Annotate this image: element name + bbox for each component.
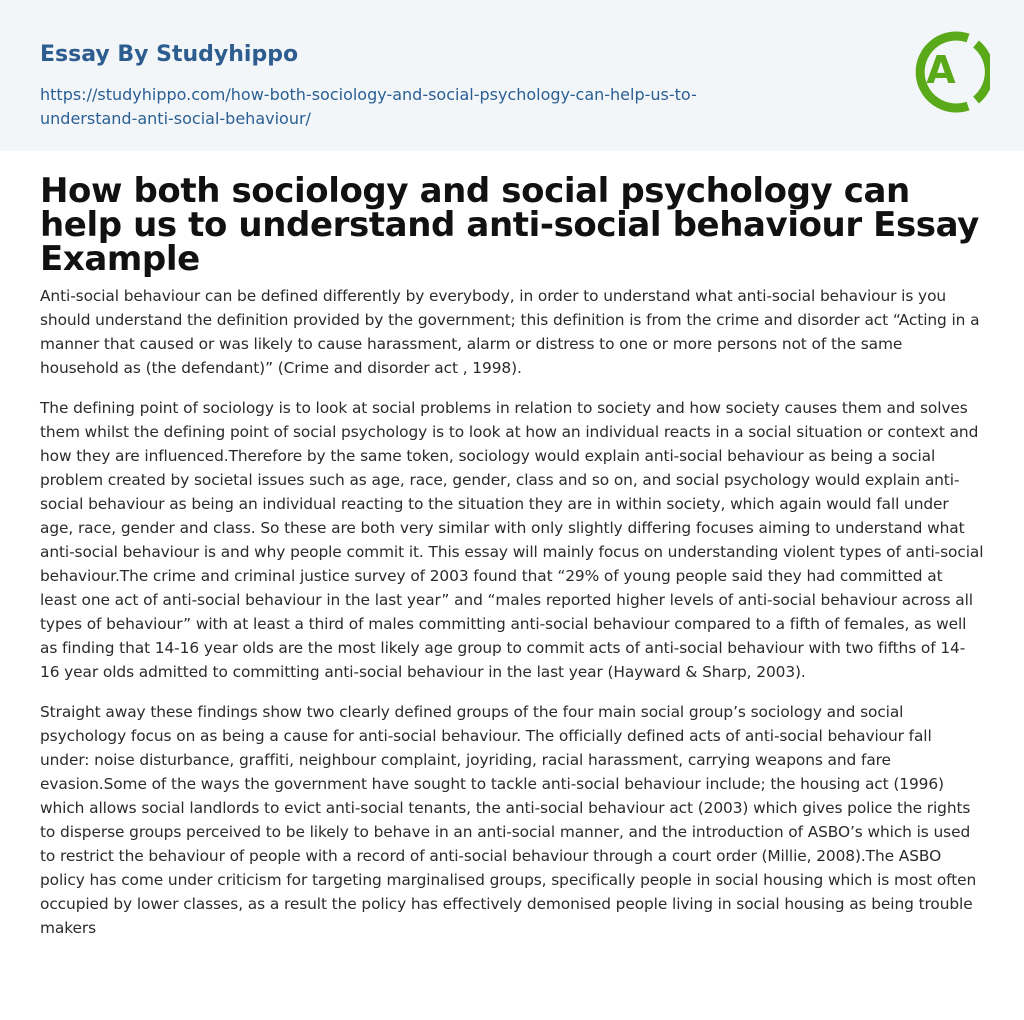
- article-paragraph: Straight away these findings show two clearly defined groups of the four main social group’s sociology and social psychology focus on as being a cause for anti-social behaviour. The officially defined acts of anti-social behaviour fall under: noise disturbance, graffiti, neighbour complaint, joyriding, racial harassment, carrying weapons and fare evasion.Some of the ways the government have sought to tackle anti-social behaviour include; the housing act (1996) which allows social landlords to evict anti-social tenants, the anti-social behaviour act (2003) which gives police the rights to disperse groups perceived to be likely to behave in an anti-social manner, and the introduction of ASBO’s which is used to restrict the behaviour of people with a record of anti-social behaviour through a court order (Millie, 2008).The ASBO policy has come under criticism for targeting marginalised groups, specifically people in social housing which is most often occupied by lower classes, as a result the policy has effectively demonised people living in social housing as being trouble makers: [40, 703, 977, 937]
- studyhippo-logo-icon[interactable]: [910, 28, 990, 116]
- page-url-link[interactable]: https://studyhippo.com/how-both-sociology-and-social-psychology-can-help-us-to-understand-anti-social-behaviour/: [40, 85, 697, 128]
- page-title: How both sociology and social psychology can help us to understand anti-social behaviour Essay Example: [40, 171, 979, 279]
- article-paragraph: Anti-social behaviour can be defined differently by everybody, in order to understand what anti-social behaviour is you should understand the definition provided by the government; this definition is from the crime and disorder act “Acting in a manner that caused or was likely to cause harassment, alarm or distress to one or more persons not of the same household as (the defendant)” (Crime and disorder act , 1998).: [40, 287, 980, 377]
- site-header: [0, 0, 1024, 151]
- site-brand[interactable]: Essay By Studyhippo: [40, 42, 299, 67]
- logo-letter: A: [926, 48, 956, 92]
- article-paragraph: The defining point of sociology is to look at social problems in relation to society and how society causes them and solves them whilst the defining point of social psychology is to look at how an individual reacts in a social situation or context and how they are influenced.Therefore by the same token, sociology would explain anti-social behaviour as being a social problem created by societal issues such as age, race, gender, class and so on, and social psychology would explain anti-social behaviour as being an individual reacting to the situation they are in within society, which again would fall under age, race, gender and class. So these are both very similar with only slightly differing focuses aiming to understand what anti-social behaviour is and why people commit it. This essay will mainly focus on understanding violent types of anti-social behaviour.The crime and criminal justice survey of 2003 found that “29% of young people said they had committed at least one act of anti-social behaviour in the last year” and “males reported higher levels of anti-social behaviour across all types of behaviour” with at least a third of males committing anti-social behaviour compared to a fifth of females, as well as finding that 14-16 year olds are the most likely age group to commit acts of anti-social behaviour with two fifths of 14-16 year olds admitted to committing anti-social behaviour in the last year (Hayward & Sharp, 2003).: [40, 399, 984, 681]
- article: [0, 171, 1024, 940]
